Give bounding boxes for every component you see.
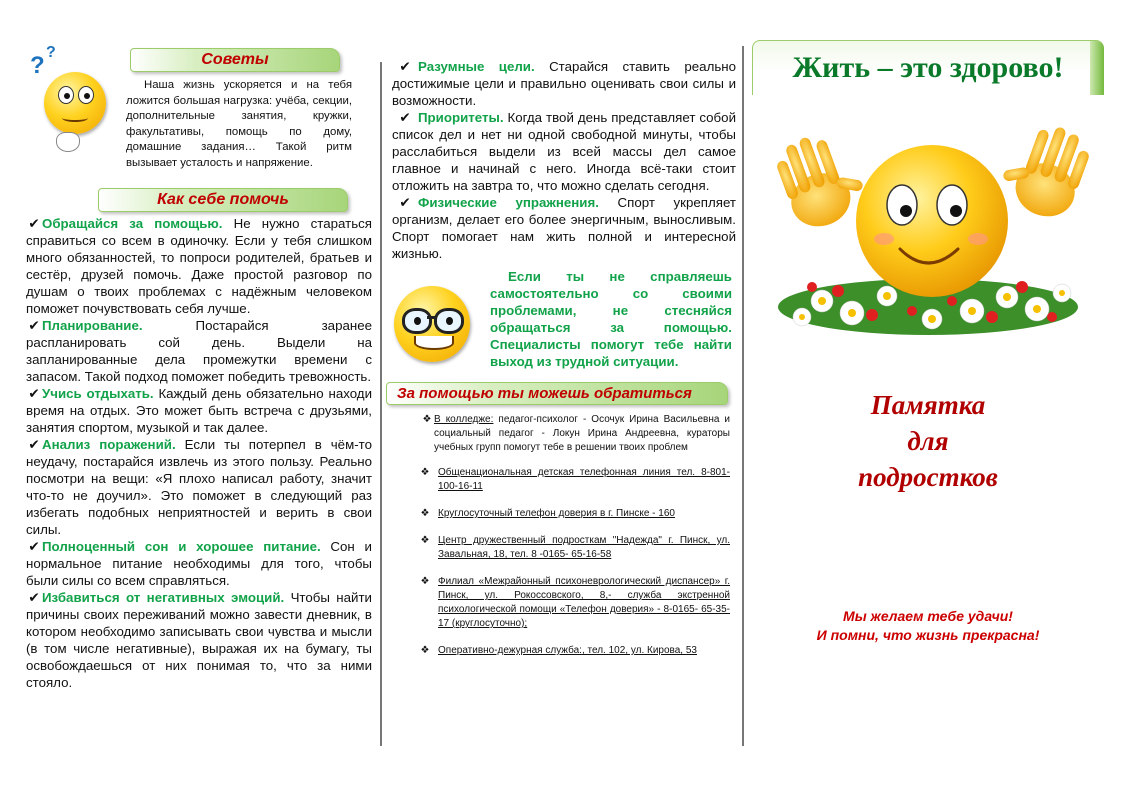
help-title: Как себе помочь (98, 188, 348, 212)
check-icon: ✔ (28, 216, 40, 231)
list-item: ❖ Круглосуточный телефон доверия в г. Пинске - 160 (412, 507, 730, 521)
question-mark-small-icon: ? (46, 44, 56, 61)
check-icon: ✔ (28, 437, 40, 452)
diamond-bullet-icon: ❖ (422, 414, 432, 425)
callout-block (392, 268, 736, 380)
diamond-bullet-icon: ❖ (420, 645, 430, 656)
diamond-bullet-icon: ❖ (420, 576, 430, 587)
list-item: ✔ Разумные цели. Старайся ставить реально достижимые цели и правильно оценивать свои силы и возможности. (392, 59, 736, 108)
thinking-smiley-icon (26, 44, 116, 160)
list-item: ✔ Анализ поражений. Если ты потерпел в чём-то неудачу, постарайся извлечь из этого пользу. Реально посмотри на вещи: «Я плохо написал работу, значит что-то не доучил». Это поможет в следующий раз избегать подобных неприятностей и верить в свои силы. (26, 437, 372, 537)
list-item: ✔ Приоритеты. Когда твой день представляет собой список дел и нет ни одной свободной минуты, чтобы расслабиться выдели из всей массы дел самое главное и начинай с него. Иногда всё-таки стоит отложить на завтра то, что можно сделать сегодня. (392, 110, 736, 193)
cover-title-banner (752, 40, 1104, 95)
self-help-list (26, 215, 372, 691)
tips-title: Советы (130, 48, 340, 72)
diamond-bullet-icon: ❖ (420, 535, 430, 546)
list-item: ❖ Филиал «Межрайонный психоневрологический диспансер» г. Пинск, ул. Рокоссовского, 8,- служба экстренной психологической помощи «Телефон доверия» - 8-0165- 65-35-17 (круглосуточно); (412, 575, 730, 631)
list-item: ✔ Полноценный сон и хорошее питание. Сон и нормальное питание необходимы для того, чтобы были силы со всем справляться. (26, 539, 372, 588)
list-item: ✔ Учись отдыхать. Каждый день обязательно находи время на отдых. Это может быть встреча с друзьями, занятия спортом, музыкой и так далее. (26, 386, 372, 435)
list-item: ✔ Обращайся за помощью. Не нужно стараться справиться со всем в одиночку. Если у тебя слишком много обязанностей, то попроси родителей, братьев и сестёр, друзей помочь. Даже простой разговор по душам о твоих проблемах с надёжным человеком поможет почувствовать себя лучше. (26, 216, 372, 316)
hand-icon (56, 132, 80, 152)
diamond-bullet-icon: ❖ (420, 508, 430, 519)
column-middle (392, 40, 736, 658)
check-icon: ✔ (28, 386, 40, 401)
list-item: ❖ Общенациональная детская телефонная линия тел. 8-801-100-16-11 (412, 466, 730, 494)
column-divider-left (380, 62, 382, 746)
callout-text: Если ты не справляешь самостоятельно со своими проблемами, не стесняйся обращаться за помощью. Специалисты помогут тебе найти выход из трудной ситуации. (490, 269, 732, 369)
check-icon: ✔ (28, 318, 40, 333)
tips-header-block (26, 40, 372, 169)
list-item: ✔ Физические упражнения. Спорт укрепляет организм, делает его более энергичным, выносливым. Спорт помогает нам жить полной и интересной жизнью. (392, 195, 736, 261)
list-item: ❖ Оперативно-дежурная служба:, тел. 102, ул. Кирова, 53 (412, 644, 730, 658)
list-item: ✔ Избавиться от негативных эмоций. Чтобы найти причины своих переживаний можно завести дневник, в котором необходимо записывать свои чувства и мысли (в том числе негативные), выражая их на бумагу, ты освобождаешься от них понимая то, что за ними стояло. (26, 590, 372, 690)
glasses-smiley-icon (394, 286, 470, 362)
check-icon: ✔ (399, 195, 411, 210)
column-divider-right (742, 46, 744, 746)
intro-text: Наша жизнь ускоряется и на тебя ложится большая нагрузка: учёба, секции, дополнительные занятия, кружки, факультативы, помощь по дому, домашние задания… Такой ритм вызывает усталость и напряжение. (126, 79, 352, 169)
contacts-title: За помощью ты можешь обратиться (386, 382, 728, 405)
list-item: ❖ Центр дружественный подросткам "Надежда" г. Пинск, ул. Завальная, 18, тел. 8 -0165- 65-16-58 (412, 534, 730, 562)
question-mark-icon: ? (30, 52, 45, 79)
column-left (26, 40, 372, 691)
check-icon: ✔ (399, 110, 411, 125)
smiley-face (44, 72, 106, 134)
waving-smiley-icon (752, 111, 1104, 341)
contacts-list (392, 413, 736, 658)
list-item: ✔ Планирование. Постарайся заранее распланировать сой день. Выдели на запланированные дела промежутки времени с запасом. Такой подход поможет победить тревожность. (26, 318, 372, 384)
memo-heading: Памятка для подростков (858, 390, 998, 492)
waving-smiley-illustration (752, 111, 1104, 341)
check-icon: ✔ (28, 539, 40, 554)
wish-text: Мы желаем тебе удачи! И помни, что жизнь прекрасна! (816, 608, 1040, 643)
cover-title: Жить – это здорово! (792, 51, 1064, 84)
diamond-bullet-icon: ❖ (420, 467, 430, 478)
check-icon: ✔ (28, 590, 40, 605)
more-tips-list (392, 58, 736, 262)
column-right (752, 40, 1104, 645)
check-icon: ✔ (399, 59, 411, 74)
list-item: ❖ В колледже: педагог-психолог - Осочук Ирина Васильевна и социальный педагог - Локун Ирина Андреевна, кураторы учебных групп помогут тебе в решении твоих проблем (420, 413, 730, 455)
